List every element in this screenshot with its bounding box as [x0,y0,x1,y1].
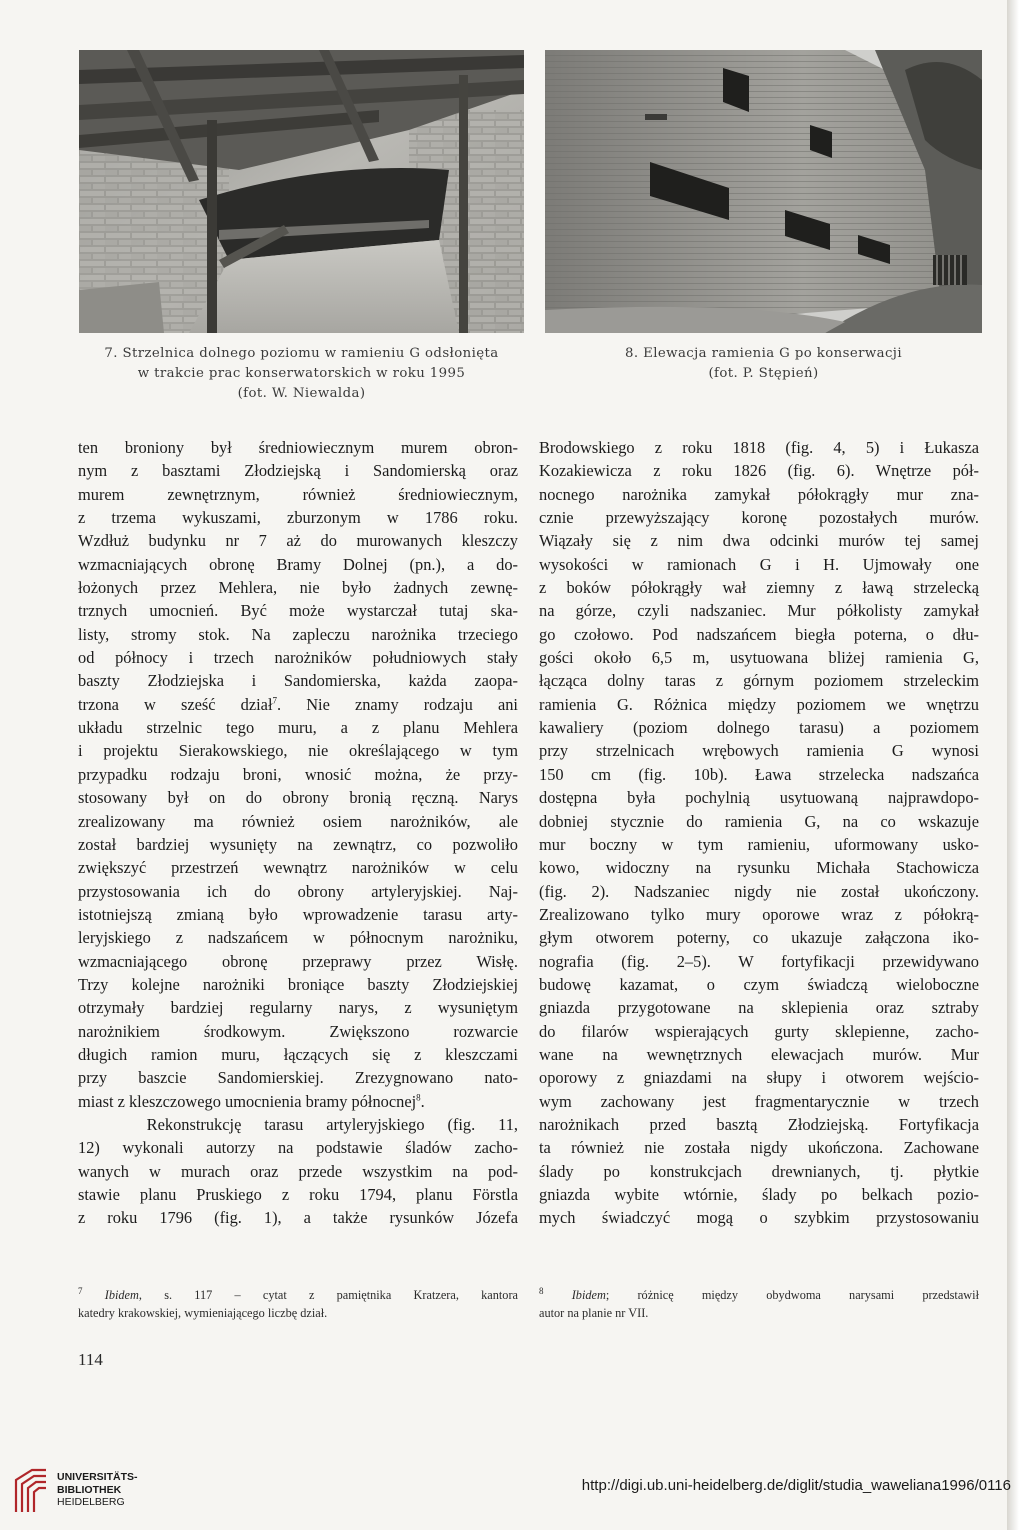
figure-7-caption [79,344,524,404]
text-line: nym z basztami Złodziejską i Sandomierską oraz [78,461,518,481]
text-segment: . Nie znamy rodzaju ani [277,694,518,714]
footnote-ref-8[interactable]: 8 [416,1092,421,1103]
text-line: wane na wewnętrznych elewacjach murów. Mur [539,1044,979,1064]
footnote-text: , s. 117 – cytat z pamiętnika Kratzera, kantora [138,1288,519,1302]
figure-8-image [545,50,982,333]
library-logo-icon [12,1466,48,1514]
text-line: kowo, widoczny na rysunku Michała Stachowicza [539,858,979,878]
caption-line: (fot. P. Stępień) [708,366,819,381]
caption-line: w trakcie prac konserwatorskich w roku 1995 [137,366,466,381]
text-line: zrealizowany ma również osiem narożników, ale [78,811,518,831]
footnote-mark: 7 [78,1285,83,1296]
text-line: do filarów wspierających gurty sklepienne, zacho- [539,1021,979,1041]
footnote-italic: Ibidem [104,1288,139,1302]
text-line: układu strzelnic tego muru, a z planu Mehlera [78,718,518,738]
footnote-line [78,1286,518,1304]
text-line: trznych umocnień. Być może wystarczał tutaj ska- [78,601,518,621]
figure-7-photo [79,50,524,333]
text-line: przy strzelnicach wrębowych ramienia G wynosi [539,741,979,761]
text-line: narożnikach przed basztą Złodziejską. Fortyfikacja [539,1114,979,1134]
text-line: budowę kazamat, o czym świadczą wieloboczne [539,974,979,994]
text-line: ta również nie została nigdy ukończona. Zachowane [539,1138,979,1158]
page-number: 114 [78,1350,103,1369]
text-line: go czołowo. Pod nadszańcem biegła poterna, o dłu- [539,624,979,644]
text-line: mych świadczyć mogą o szybkim przystosowaniu [539,1208,979,1228]
text-line: gości około 6,5 m, usytuowana bliżej ramienia G, [539,648,979,668]
text-line: łącząca dolny taras z górnym poziomem strzeleckim [539,671,979,691]
text-segment: miast z kleszczowego umocnienia bramy północnej [78,1091,417,1111]
text-line: Zrealizowano tylko mury oporowe wraz z półokrą- [539,904,979,924]
figure-7-image [79,50,524,333]
text-line: nografia (fig. 2–5). W fortyfikacji przewidywano [539,951,979,971]
footnote-8 [539,1286,979,1322]
body-column-left [78,436,518,1230]
library-line: UNIVERSITÄTS- [57,1471,138,1483]
text-line: wysokości w ramionach G i H. Ujmowały one [539,554,979,574]
footnote-line [539,1286,979,1304]
text-line: na górze, czyli nadszaniec. Mur półkolisty zamykał [539,601,979,621]
text-line: gniazda wybite wtórnie, ślady po belkach pozio- [539,1185,979,1204]
figure-8-caption [545,344,982,384]
text-line: z roku 1796 (fig. 1), a także rysunków Józefa [78,1208,518,1228]
text-line: listy, stromy stok. Na zapleczu narożnika trzeciego [78,624,518,644]
text-line: cznie przewyższający koronę pozostałych murów. [539,508,979,528]
text-line: Rekonstrukcję tarasu artyleryjskiego (fig. 11, [78,1114,518,1134]
text-line: Trzy kolejne narożniki broniące baszty Złodziejskiej [78,974,518,994]
footnote-ref-7[interactable]: 7 [272,695,277,706]
text-line: istotniejszą zmianą było wprowadzenie tarasu arty- [78,904,518,924]
text-line: stawie planu Pruskiego z roku 1794, planu Förstla [78,1185,518,1204]
text-line: 150 cm (fig. 10b). Ława strzelecka nadszańca [539,764,979,784]
caption-line: 8. Elewacja ramienia G po konserwacji [625,346,902,361]
text-line: przy baszcie Sandomierskiej. Zrezygnowano nato- [78,1068,518,1088]
text-line: łożonych przez Mehlera, nie było żadnych zewnę- [78,578,518,598]
text-line: wzmacniających obronę Bramy Dolnej (pn.), a do- [78,554,518,574]
caption-line: (fot. W. Niewalda) [237,386,366,401]
text-line: baszty Złodziejska i Sandomierska, każda zaopa- [78,671,518,691]
footnote-mark: 8 [539,1285,544,1296]
footnote-line: autor na planie nr VII. [539,1306,649,1320]
text-segment: . [420,1091,425,1111]
text-line: wym zachowany jest fragmentarycznie w trzech [539,1091,979,1111]
text-line: murem zewnętrznym, również średniowiecznym, [78,484,518,504]
text-line: otrzymały bardziej regularny narys, z wysuniętym [78,998,518,1018]
text-line: przypadku rodzaju broni, wnosić można, że przy- [78,764,518,784]
caption-line: 7. Strzelnica dolnego poziomu w ramieniu G odsłonięta [104,346,499,361]
text-line: Wzdłuż budynku nr 7 aż do murowanych kleszczy [78,531,518,551]
footnote-italic: Ibidem [571,1288,606,1302]
text-line-with-footnote [78,1090,518,1113]
text-line: długich ramion muru, łączących się z kleszczami [78,1044,518,1064]
text-line: mur boczny w tym ramieniu, uformowany usko- [539,834,979,854]
text-line-with-footnote [78,693,518,716]
page-edge [1007,0,1019,1530]
text-line: Kozakiewicza z roku 1826 (fig. 6). Wnętrze pół- [539,461,979,481]
text-line: 12) wykonali autorzy na podstawie śladów zacho- [78,1138,518,1158]
text-line: ramienia G. Różnica między poziomem we wnętrzu [539,694,979,714]
figure-8-photo [545,50,982,333]
text-line: stosowany był on do obrony bronią ręczną. Narys [78,788,518,808]
text-line: z boków półokrągły wał ziemny z ławą strzelecką [539,578,979,598]
text-line: leryjskiego z nadszańcem w północnym narożniku, [78,928,518,948]
text-line: gniazda przygotowane na sklepienia oraz sztraby [539,998,979,1018]
text-line: Wiązały się z nim dwa odcinki murów tej samej [539,531,979,551]
text-line: nocnego narożnika zamykał półokrągły mur zna- [539,484,979,504]
footnote-line: katedry krakowskiej, wymieniającego liczbę dział. [78,1306,328,1320]
library-line: BIBLIOTHEK [57,1483,122,1496]
text-line: dostępna była pochylnią usytuowaną najprawdopo- [539,788,979,808]
library-line: HEIDELBERG [57,1496,125,1508]
text-line: kawaliery (poziom dolnego tarasu) a poziomem [539,718,979,738]
text-line: zwiększyć przestrzeń wewnątrz narożników w celu [78,858,518,878]
body-column-right [539,436,979,1230]
text-line: narożnikiem środkowym. Zwiększono rozwarcie [78,1021,518,1041]
text-line: głym otworem poterny, co ukazuje załączona iko- [539,928,979,948]
library-name [57,1471,138,1509]
text-line: i projektu Sierakowskiego, nie określającego w tym [78,741,518,761]
text-line: został bardziej wysunięty na zewnątrz, co pozwoliło [78,834,518,854]
text-line: oporowy z gniazdami na słupy i otworem wejścio- [539,1068,979,1088]
footnote-7 [78,1286,518,1322]
text-line: przystosowania ich do obrony artyleryjskiej. Naj- [78,881,518,901]
text-line: ślady po konstrukcjach drewnianych, tj. płytkie [539,1161,979,1181]
text-line: ten broniony był średniowiecznym murem obron- [78,438,518,457]
text-line: z trzema wykuszami, zburzonym w 1786 roku. [78,508,518,528]
text-line: Brodowskiego z roku 1818 (fig. 4, 5) i Łukasza [539,438,979,457]
text-line: (fig. 2). Nadszaniec nigdy nie został ukończony. [539,881,979,901]
text-segment: trzona w sześć dział [78,694,273,714]
text-line: wanych w murach oraz przede wszystkim na pod- [78,1161,518,1181]
text-line: wzmacniającego obronę przeprawy przez Wisłę. [78,951,518,971]
source-url-link[interactable]: http://digi.ub.uni-heidelberg.de/diglit/studia_waweliana1996/0116 [581,1477,1011,1494]
text-line: dobniej stycznie do ramienia G, na co wskazuje [539,811,979,831]
footnote-text: ; różnicę między obydwoma narysami przedstawił [605,1288,979,1302]
text-line: od północy i trzech narożników południowych stały [78,648,518,668]
